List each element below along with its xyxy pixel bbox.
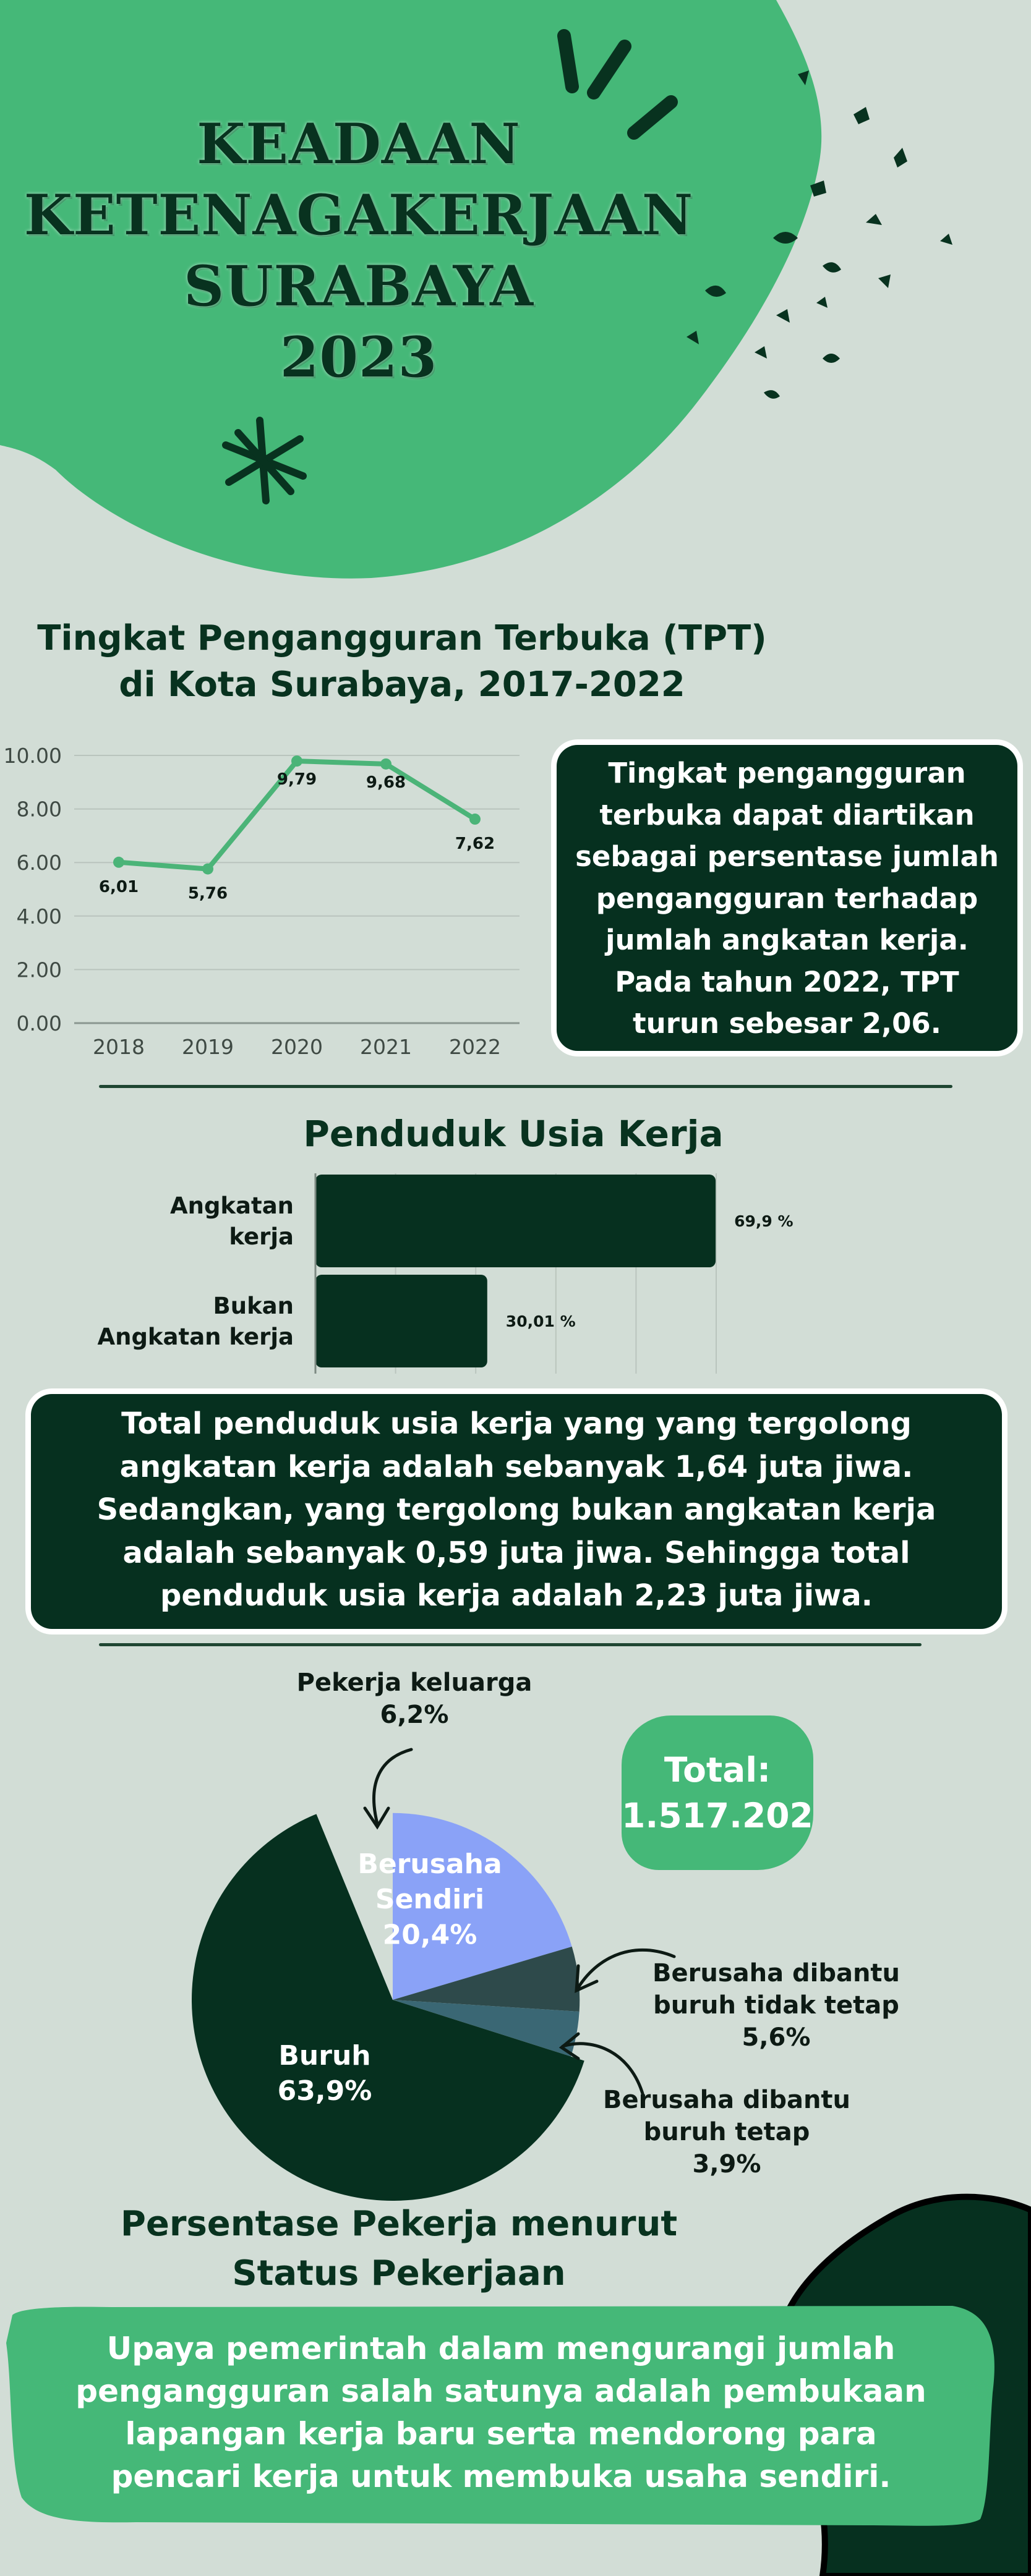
tpt-y-tick: 4.00 xyxy=(16,904,62,929)
pie-slice-label: Buruh xyxy=(278,2040,371,2072)
pie-slice-label: Pekerja keluarga xyxy=(296,1668,533,1697)
pie-slice-label: 6,2% xyxy=(380,1701,449,1729)
pie-slice-label: buruh tidak tetap xyxy=(653,1991,899,2020)
title-line-4: 2023 xyxy=(280,325,438,390)
total-workers-box xyxy=(622,1715,813,1870)
workforce-bar-value: 30,01 % xyxy=(505,1312,576,1330)
footer-text: Upaya pemerintah dalam mengurangi jumlah pengangguran salah satunya adalah pembukaan lapangan kerja baru serta mendorong para pencari kerja untuk membuka usaha sendiri. xyxy=(75,2331,926,2494)
tpt-data-label: 6,01 xyxy=(98,877,139,896)
status-title-line-1: Persentase Pekerja menurut xyxy=(120,2204,678,2244)
pie-slice-label: Sendiri xyxy=(375,1884,485,1916)
tpt-data-label: 9,68 xyxy=(366,773,406,792)
pie-slice-label: 5,6% xyxy=(742,2023,811,2052)
tpt-y-tick: 0.00 xyxy=(16,1011,62,1035)
pie-slice-label: Berusaha dibantu xyxy=(652,1959,901,1987)
tpt-y-tick: 8.00 xyxy=(16,797,62,822)
tpt-y-tick: 6.00 xyxy=(16,851,62,875)
tpt-x-tick: 2020 xyxy=(271,1035,323,1059)
status-title-line-2: Status Pekerjaan xyxy=(232,2253,566,2293)
tpt-y-tick: 2.00 xyxy=(16,958,62,982)
pie-slice-label: 3,9% xyxy=(692,2150,761,2179)
total-value: 1.517.202 xyxy=(622,1796,813,1835)
tpt-x-tick: 2019 xyxy=(182,1035,234,1059)
tpt-data-label: 7,62 xyxy=(455,835,495,854)
tpt-x-tick: 2021 xyxy=(360,1035,412,1059)
tpt-title-line-1: Tingkat Pengangguran Terbuka (TPT) xyxy=(37,618,767,658)
tpt-x-tick: 2018 xyxy=(93,1035,145,1059)
workforce-title: Penduduk Usia Kerja xyxy=(303,1113,724,1155)
arrow-dibantu-tetap xyxy=(563,2044,643,2096)
tpt-description-text: Tingkat pengangguran terbuka dapat diartikan sebagai persentase jumlah pengangguran terhadap jumlah angkatan kerja. Pada tahun 2022, TPT turun sebesar 2,06. xyxy=(575,757,999,1040)
tpt-y-tick: 10.00 xyxy=(3,744,62,768)
workforce-bar-category: Angkatan kerja xyxy=(97,1324,294,1350)
title-line-1: KEADAAN xyxy=(197,111,521,177)
workforce-bar-category: Angkatan xyxy=(169,1192,294,1219)
arrowhead-dibantu-tetap xyxy=(562,2034,578,2059)
title-line-2: KETENAGAKERJAAN xyxy=(24,182,694,248)
pie-slice-label: 20,4% xyxy=(382,1919,477,1951)
workforce-bar-category: kerja xyxy=(229,1223,294,1250)
pie-slice-label: Berusaha xyxy=(357,1848,502,1880)
arrow-pekerja-keluarga xyxy=(374,1749,411,1824)
tpt-data-label: 5,76 xyxy=(187,884,228,903)
total-label: Total: xyxy=(664,1749,771,1790)
workforce-bar-category: Bukan xyxy=(213,1293,294,1319)
workforce-description-text: Total penduduk usia kerja yang yang tergolong angkatan kerja adalah sebanyak 1,64 juta jiwa. Sedangkan, yang tergolong bukan angkatan kerja adalah sebanyak 0,59 juta jiwa. Sehingga total penduduk usia kerja adalah 2,23 juta jiwa. xyxy=(96,1406,936,1613)
workforce-bar-value: 69,9 % xyxy=(734,1212,794,1230)
tpt-x-tick: 2022 xyxy=(449,1035,501,1059)
title-line-3: SURABAYA xyxy=(184,253,534,319)
tpt-data-label: 9,79 xyxy=(276,770,317,789)
pie-slice-label: buruh tetap xyxy=(643,2118,810,2146)
pie-slice-label: Berusaha dibantu xyxy=(602,2086,851,2114)
pie-slice-label: 63,9% xyxy=(277,2075,372,2107)
tpt-title-line-2: di Kota Surabaya, 2017-2022 xyxy=(119,665,685,705)
